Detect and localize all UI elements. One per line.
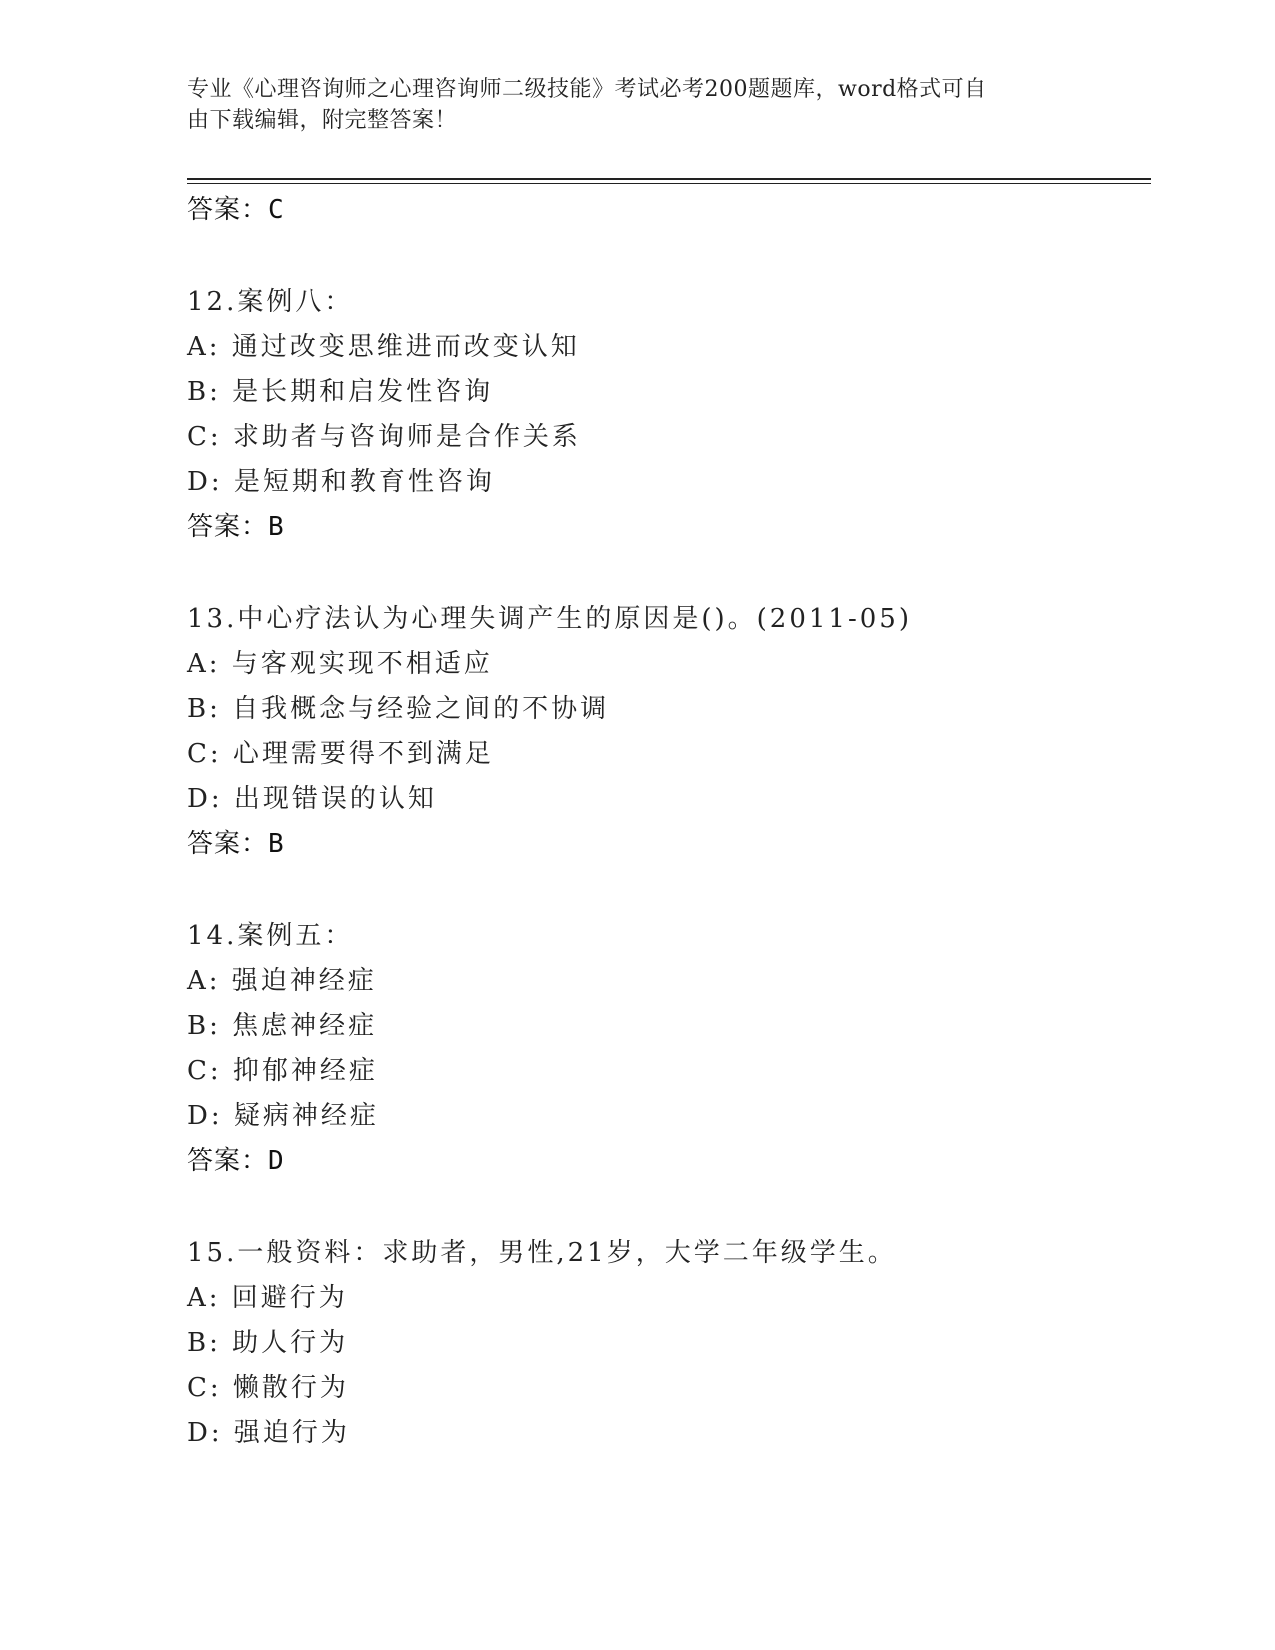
answer-line: 答案：B — [187, 512, 285, 542]
option-d: D: 强迫行为 — [187, 1418, 350, 1448]
header-line-1: 专业《心理咨询师之心理咨询师二级技能》考试必考200题题库，word格式可自 — [187, 77, 987, 102]
header-rule-bottom — [187, 183, 1151, 184]
option-d: D: 疑病神经症 — [187, 1101, 379, 1131]
option-c: C: 懒散行为 — [187, 1373, 349, 1403]
question-content — [187, 188, 1151, 1456]
section-gap — [187, 1184, 1151, 1231]
answer-line: 答案：C — [187, 195, 285, 225]
section-gap — [187, 233, 1151, 280]
option-c: C: 心理需要得不到满足 — [187, 739, 494, 769]
header-rule-top — [187, 178, 1151, 180]
option-a: A: 通过改变思维进而改变认知 — [187, 332, 580, 362]
answer-line: 答案：D — [187, 1146, 285, 1176]
header-line-2: 由下载编辑，附完整答案！ — [187, 108, 458, 133]
option-c: C: 抑郁神经症 — [187, 1056, 378, 1086]
question-prompt: 14.案例五： — [187, 921, 354, 951]
section-gap — [187, 550, 1151, 597]
option-b: B: 自我概念与经验之间的不协调 — [187, 694, 610, 724]
question-14 — [187, 914, 1151, 1184]
option-d: D: 出现错误的认知 — [187, 784, 437, 814]
option-c: C: 求助者与咨询师是合作关系 — [187, 422, 581, 452]
option-b: B: 是长期和启发性咨询 — [187, 377, 494, 407]
option-a: A: 强迫神经症 — [187, 966, 377, 996]
section-gap — [187, 867, 1151, 914]
question-13 — [187, 597, 1151, 867]
question-12 — [187, 280, 1151, 550]
option-b: B: 助人行为 — [187, 1328, 349, 1358]
question-prompt: 15.一般资料：求助者，男性,21岁，大学二年级学生。 — [187, 1238, 897, 1268]
option-a: A: 与客观实现不相适应 — [187, 649, 493, 679]
question-prompt: 13.中心疗法认为心理失调产生的原因是()。(2011-05) — [187, 604, 912, 634]
option-d: D: 是短期和教育性咨询 — [187, 467, 495, 497]
question-prompt: 12.案例八： — [187, 287, 354, 317]
answer-line: 答案：B — [187, 829, 285, 859]
option-b: B: 焦虑神经症 — [187, 1011, 378, 1041]
option-a: A: 回避行为 — [187, 1283, 348, 1313]
question-15 — [187, 1231, 1151, 1456]
document-header — [187, 74, 1087, 136]
